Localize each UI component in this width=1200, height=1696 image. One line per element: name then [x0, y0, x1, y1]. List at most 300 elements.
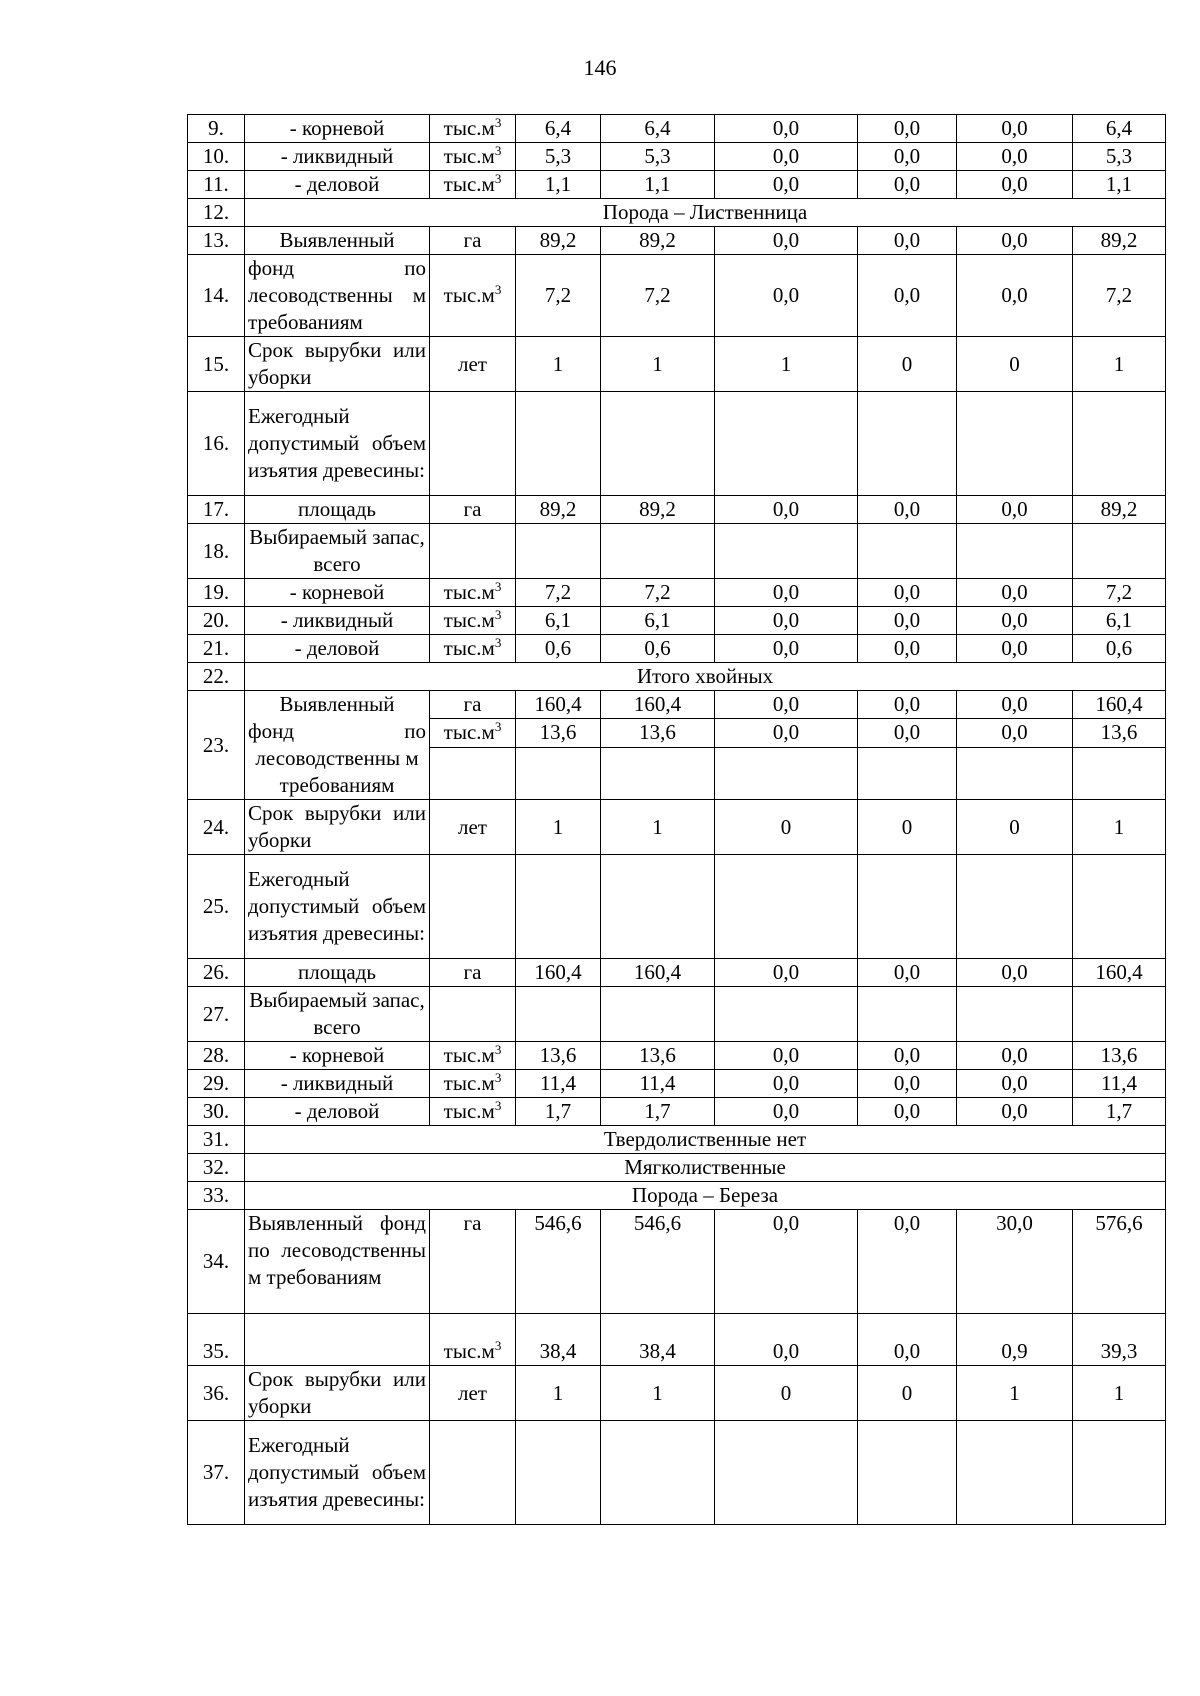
- unit-cell: [430, 1366, 516, 1421]
- col-b-value: 89,2: [601, 496, 715, 524]
- col-e-value: 0,0: [957, 227, 1073, 255]
- col-e-value: 0,0: [957, 579, 1073, 607]
- table-row: [188, 607, 1166, 635]
- unit-text: тыс.м: [443, 172, 495, 196]
- col-b-value: 1,1: [601, 171, 715, 199]
- unit-cell: [430, 255, 516, 337]
- row-label: [245, 1314, 430, 1366]
- col-b-value: 7,2: [601, 579, 715, 607]
- table-row: [188, 579, 1166, 607]
- col-total-value: 5,3: [1073, 143, 1166, 171]
- row-label: Выявленный фонд по лесоводственны м требованиям: [245, 1210, 430, 1314]
- col-b-value: [601, 392, 715, 496]
- col-d-value: [858, 392, 957, 496]
- row-number: 15.: [188, 337, 245, 392]
- col-total-value: 160,4: [1073, 959, 1166, 987]
- empty-cell: [1073, 747, 1166, 800]
- col-total-value: 39,3: [1073, 1314, 1166, 1366]
- unit-text: тыс.м: [443, 144, 495, 168]
- col-d-value: 0,0: [858, 143, 957, 171]
- row-label: Ежегодный допустимый объем изъятия древесины:: [245, 1421, 430, 1525]
- col-e-value: 0,0: [957, 1042, 1073, 1070]
- unit-text: га: [463, 1211, 482, 1235]
- unit-superscript: 3: [494, 1070, 502, 1085]
- table-row: [188, 1070, 1166, 1098]
- col-e-value: 0,0: [957, 143, 1073, 171]
- col-total-value: 1: [1073, 337, 1166, 392]
- row-label: Срок вырубки или уборки: [245, 1366, 430, 1421]
- col-e-value: [957, 1421, 1073, 1525]
- col-d-value: [858, 855, 957, 959]
- col-d-value: 0,0: [858, 607, 957, 635]
- col-e-value: 0,9: [957, 1314, 1073, 1366]
- col-e-value: 0,0: [957, 1098, 1073, 1126]
- section-title: Итого хвойных: [245, 663, 1166, 691]
- col-b-value: 1: [601, 1366, 715, 1421]
- unit-cell: [430, 959, 516, 987]
- table-row: [188, 227, 1166, 255]
- row-number: 10.: [188, 143, 245, 171]
- col-a-value: 1: [516, 337, 601, 392]
- unit-text: га: [463, 497, 482, 521]
- unit-text: тыс.м: [443, 1339, 495, 1363]
- col-a-value: 160,4: [516, 691, 601, 719]
- row-label: - деловой: [245, 171, 430, 199]
- unit-text: тыс.м: [443, 720, 495, 745]
- row-number: 30.: [188, 1098, 245, 1126]
- row-number: 34.: [188, 1210, 245, 1314]
- row-number: 36.: [188, 1366, 245, 1421]
- row-number: 29.: [188, 1070, 245, 1098]
- col-b-value: 7,2: [601, 255, 715, 337]
- table-row: [188, 524, 1166, 579]
- table-row: [188, 1421, 1166, 1525]
- empty-cell: [858, 747, 957, 800]
- col-total-value: 7,2: [1073, 255, 1166, 337]
- unit-superscript: 3: [494, 171, 502, 186]
- unit-superscript: 3: [494, 1042, 502, 1057]
- row-label: - ликвидный: [245, 1070, 430, 1098]
- col-e-value: 0,0: [957, 635, 1073, 663]
- col-a-value: 160,4: [516, 959, 601, 987]
- col-b-value: 1: [601, 337, 715, 392]
- empty-cell: [430, 747, 516, 800]
- col-a-value: 38,4: [516, 1314, 601, 1366]
- table-row: [188, 496, 1166, 524]
- row-number: 12.: [188, 199, 245, 227]
- col-total-value: [1073, 392, 1166, 496]
- col-d-value: [858, 1421, 957, 1525]
- row-label: [245, 691, 430, 800]
- col-a-value: 1: [516, 1366, 601, 1421]
- unit-text: тыс.м: [443, 283, 495, 307]
- row-number: 22.: [188, 663, 245, 691]
- row-label: Выбираемый запас, всего: [245, 524, 430, 579]
- col-e-value: [957, 392, 1073, 496]
- unit-text: лет: [458, 1380, 487, 1405]
- row-label: - корневой: [245, 115, 430, 143]
- col-e-value: 0,0: [957, 1070, 1073, 1098]
- table-row: [188, 800, 1166, 855]
- col-d-value: 0,0: [858, 635, 957, 663]
- unit-text: тыс.м: [443, 116, 495, 140]
- unit-cell: [430, 987, 516, 1042]
- col-d-value: 0,0: [858, 115, 957, 143]
- col-a-value: 1,7: [516, 1098, 601, 1126]
- col-b-value: 0,6: [601, 635, 715, 663]
- col-total-value: 89,2: [1073, 227, 1166, 255]
- row-label: площадь: [245, 959, 430, 987]
- col-b-value: [601, 855, 715, 959]
- row-number: 25.: [188, 855, 245, 959]
- col-e-value: 0: [957, 337, 1073, 392]
- col-c-value: 0,0: [715, 1210, 858, 1314]
- col-e-value: [957, 987, 1073, 1042]
- table-row: [188, 1314, 1166, 1366]
- empty-cell: [957, 747, 1073, 800]
- row-label: - ликвидный: [245, 143, 430, 171]
- section-title: Мягколиственные: [245, 1154, 1166, 1182]
- unit-cell: [430, 719, 516, 747]
- row-label-line: лесоводственны м требованиям: [255, 746, 419, 797]
- row-label: - корневой: [245, 579, 430, 607]
- unit-text: тыс.м: [443, 1071, 495, 1095]
- col-a-value: [516, 524, 601, 579]
- col-c-value: 0,0: [715, 227, 858, 255]
- table-row: [188, 635, 1166, 663]
- col-a-value: 0,6: [516, 635, 601, 663]
- section-row: [188, 199, 1166, 227]
- col-total-value: 13,6: [1073, 719, 1166, 747]
- col-b-value: [601, 524, 715, 579]
- col-total-value: 7,2: [1073, 579, 1166, 607]
- col-total-value: 6,4: [1073, 115, 1166, 143]
- section-row: [188, 663, 1166, 691]
- section-title: Твердолиственные нет: [245, 1126, 1166, 1154]
- col-total-value: 89,2: [1073, 496, 1166, 524]
- col-e-value: 30,0: [957, 1210, 1073, 1314]
- unit-superscript: 3: [494, 282, 502, 297]
- unit-superscript: 3: [494, 635, 502, 650]
- col-c-value: [715, 855, 858, 959]
- unit-cell: [430, 691, 516, 719]
- unit-cell: [430, 1070, 516, 1098]
- col-b-value: 13,6: [601, 1042, 715, 1070]
- row-number: 20.: [188, 607, 245, 635]
- col-total-value: 6,1: [1073, 607, 1166, 635]
- col-d-value: 0,0: [858, 719, 957, 747]
- table-row: [188, 143, 1166, 171]
- col-b-value: 89,2: [601, 227, 715, 255]
- table-row: [188, 1366, 1166, 1421]
- row-number: 26.: [188, 959, 245, 987]
- col-d-value: 0,0: [858, 691, 957, 719]
- col-total-value: [1073, 1421, 1166, 1525]
- col-d-value: 0,0: [858, 579, 957, 607]
- row-number: 32.: [188, 1154, 245, 1182]
- unit-cell: [430, 524, 516, 579]
- table-row: [188, 171, 1166, 199]
- row-number: 13.: [188, 227, 245, 255]
- col-c-value: 0,0: [715, 959, 858, 987]
- unit-text: тыс.м: [443, 636, 495, 660]
- col-d-value: 0,0: [858, 496, 957, 524]
- col-e-value: [957, 524, 1073, 579]
- row-label: Срок вырубки или уборки: [245, 337, 430, 392]
- row-label-line: фонд по: [248, 719, 426, 743]
- unit-superscript: 3: [494, 579, 502, 594]
- col-a-value: 546,6: [516, 1210, 601, 1314]
- col-a-value: 1,1: [516, 171, 601, 199]
- unit-cell: [430, 579, 516, 607]
- row-label-line: Выявленный: [279, 692, 395, 716]
- col-c-value: 1: [715, 337, 858, 392]
- unit-cell: [430, 337, 516, 392]
- col-b-value: 160,4: [601, 959, 715, 987]
- table-row: [188, 115, 1166, 143]
- row-label: фонд по лесоводственны м требованиям: [245, 255, 430, 337]
- col-c-value: 0: [715, 800, 858, 855]
- row-number: 9.: [188, 115, 245, 143]
- col-d-value: 0,0: [858, 959, 957, 987]
- row-number: 18.: [188, 524, 245, 579]
- col-c-value: 0,0: [715, 691, 858, 719]
- unit-text: тыс.м: [443, 608, 495, 632]
- col-b-value: 160,4: [601, 691, 715, 719]
- col-d-value: 0,0: [858, 1070, 957, 1098]
- section-row: [188, 1182, 1166, 1210]
- col-a-value: 6,4: [516, 115, 601, 143]
- row-label: Срок вырубки или уборки: [245, 800, 430, 855]
- col-a-value: [516, 392, 601, 496]
- col-c-value: 0,0: [715, 719, 858, 747]
- row-number: 24.: [188, 800, 245, 855]
- row-number: 31.: [188, 1126, 245, 1154]
- col-total-value: 1,7: [1073, 1098, 1166, 1126]
- col-d-value: 0: [858, 1366, 957, 1421]
- col-c-value: 0,0: [715, 635, 858, 663]
- table-row: [188, 392, 1166, 496]
- section-title: Порода – Береза: [245, 1182, 1166, 1210]
- section-row: [188, 1126, 1166, 1154]
- col-a-value: 7,2: [516, 255, 601, 337]
- col-a-value: 13,6: [516, 1042, 601, 1070]
- col-e-value: 0,0: [957, 115, 1073, 143]
- col-c-value: 0,0: [715, 496, 858, 524]
- unit-cell: [430, 635, 516, 663]
- row-number: 19.: [188, 579, 245, 607]
- col-b-value: 546,6: [601, 1210, 715, 1314]
- row-number: 33.: [188, 1182, 245, 1210]
- col-c-value: 0,0: [715, 1314, 858, 1366]
- col-e-value: [957, 855, 1073, 959]
- unit-cell: [430, 143, 516, 171]
- row-label: - деловой: [245, 635, 430, 663]
- col-total-value: 1: [1073, 800, 1166, 855]
- row-number: 11.: [188, 171, 245, 199]
- row-label: - деловой: [245, 1098, 430, 1126]
- empty-cell: [601, 747, 715, 800]
- col-c-value: 0,0: [715, 1042, 858, 1070]
- col-d-value: 0,0: [858, 255, 957, 337]
- col-e-value: 0: [957, 800, 1073, 855]
- col-total-value: [1073, 855, 1166, 959]
- table-row: [188, 987, 1166, 1042]
- col-c-value: 0,0: [715, 143, 858, 171]
- col-d-value: [858, 987, 957, 1042]
- unit-cell: [430, 1042, 516, 1070]
- unit-text: тыс.м: [443, 580, 495, 604]
- unit-cell: [430, 496, 516, 524]
- col-e-value: 0,0: [957, 719, 1073, 747]
- unit-cell: [430, 1314, 516, 1366]
- col-total-value: 1: [1073, 1366, 1166, 1421]
- unit-superscript: 3: [494, 1338, 502, 1353]
- row-number: 27.: [188, 987, 245, 1042]
- table-row: [188, 337, 1166, 392]
- col-c-value: 0,0: [715, 171, 858, 199]
- col-b-value: 5,3: [601, 143, 715, 171]
- unit-text: лет: [458, 814, 487, 839]
- col-total-value: 13,6: [1073, 1042, 1166, 1070]
- col-c-value: 0,0: [715, 1098, 858, 1126]
- col-d-value: [858, 524, 957, 579]
- col-a-value: 11,4: [516, 1070, 601, 1098]
- unit-text: лет: [458, 351, 487, 376]
- unit-cell: [430, 1421, 516, 1525]
- col-a-value: 7,2: [516, 579, 601, 607]
- col-total-value: [1073, 524, 1166, 579]
- col-c-value: 0,0: [715, 1070, 858, 1098]
- col-e-value: 0,0: [957, 171, 1073, 199]
- unit-cell: [430, 1098, 516, 1126]
- col-c-value: 0,0: [715, 607, 858, 635]
- col-total-value: 1,1: [1073, 171, 1166, 199]
- col-c-value: 0,0: [715, 579, 858, 607]
- col-a-value: 89,2: [516, 227, 601, 255]
- col-d-value: 0,0: [858, 1042, 957, 1070]
- col-c-value: 0,0: [715, 255, 858, 337]
- unit-superscript: 3: [494, 143, 502, 158]
- col-total-value: 0,6: [1073, 635, 1166, 663]
- col-a-value: 13,6: [516, 719, 601, 747]
- col-d-value: 0: [858, 337, 957, 392]
- col-d-value: 0,0: [858, 227, 957, 255]
- col-b-value: 1,7: [601, 1098, 715, 1126]
- col-a-value: [516, 855, 601, 959]
- unit-cell: [430, 800, 516, 855]
- col-total-value: 576,6: [1073, 1210, 1166, 1314]
- col-d-value: 0,0: [858, 1314, 957, 1366]
- row-label: Выявленный: [245, 227, 430, 255]
- row-label: площадь: [245, 496, 430, 524]
- col-c-value: [715, 392, 858, 496]
- unit-cell: [430, 855, 516, 959]
- forest-stock-table: [187, 114, 1166, 1525]
- col-e-value: 1: [957, 1366, 1073, 1421]
- col-b-value: [601, 987, 715, 1042]
- col-e-value: 0,0: [957, 959, 1073, 987]
- col-e-value: 0,0: [957, 496, 1073, 524]
- table-row: [188, 1098, 1166, 1126]
- unit-superscript: 3: [494, 1098, 502, 1113]
- col-total-value: [1073, 987, 1166, 1042]
- table-row: [188, 1210, 1166, 1314]
- row-label: - корневой: [245, 1042, 430, 1070]
- unit-superscript: 3: [494, 607, 502, 622]
- col-b-value: 11,4: [601, 1070, 715, 1098]
- col-b-value: 13,6: [601, 719, 715, 747]
- col-b-value: 6,4: [601, 115, 715, 143]
- row-number: 17.: [188, 496, 245, 524]
- page-number: 146: [583, 55, 617, 80]
- row-number: 21.: [188, 635, 245, 663]
- col-e-value: 0,0: [957, 607, 1073, 635]
- col-a-value: [516, 987, 601, 1042]
- unit-cell: [430, 115, 516, 143]
- col-c-value: 0,0: [715, 115, 858, 143]
- unit-text: га: [463, 228, 482, 252]
- table-row: [188, 255, 1166, 337]
- row-number: 16.: [188, 392, 245, 496]
- col-e-value: 0,0: [957, 255, 1073, 337]
- unit-superscript: 3: [494, 719, 502, 735]
- row-label: Выбираемый запас, всего: [245, 987, 430, 1042]
- col-b-value: [601, 1421, 715, 1525]
- unit-cell: [430, 227, 516, 255]
- row-number: 23.: [188, 691, 245, 800]
- col-b-value: 6,1: [601, 607, 715, 635]
- unit-cell: [430, 607, 516, 635]
- row-number: 14.: [188, 255, 245, 337]
- col-e-value: 0,0: [957, 691, 1073, 719]
- col-total-value: 160,4: [1073, 691, 1166, 719]
- unit-superscript: 3: [494, 115, 502, 130]
- col-c-value: [715, 1421, 858, 1525]
- unit-cell: [430, 392, 516, 496]
- unit-text: га: [463, 692, 482, 717]
- col-d-value: 0,0: [858, 1210, 957, 1314]
- unit-cell: [430, 171, 516, 199]
- col-a-value: 6,1: [516, 607, 601, 635]
- section-title: Порода – Лиственница: [245, 199, 1166, 227]
- col-c-value: 0: [715, 1366, 858, 1421]
- table-row: [188, 855, 1166, 959]
- col-d-value: 0,0: [858, 171, 957, 199]
- col-a-value: [516, 1421, 601, 1525]
- row-number: 28.: [188, 1042, 245, 1070]
- empty-cell: [715, 747, 858, 800]
- col-b-value: 1: [601, 800, 715, 855]
- row-label: - ликвидный: [245, 607, 430, 635]
- empty-cell: [516, 747, 601, 800]
- unit-text: тыс.м: [443, 1099, 495, 1123]
- row-number: 37.: [188, 1421, 245, 1525]
- section-row: [188, 1154, 1166, 1182]
- row-number: 35.: [188, 1314, 245, 1366]
- row-label: Ежегодный допустимый объем изъятия древесины:: [245, 855, 430, 959]
- col-d-value: 0,0: [858, 1098, 957, 1126]
- table-row: [188, 691, 1166, 719]
- col-a-value: 5,3: [516, 143, 601, 171]
- col-d-value: 0: [858, 800, 957, 855]
- row-label: Ежегодный допустимый объем изъятия древесины:: [245, 392, 430, 496]
- table-row: [188, 1042, 1166, 1070]
- col-c-value: [715, 524, 858, 579]
- table-row: [188, 959, 1166, 987]
- col-a-value: 1: [516, 800, 601, 855]
- unit-text: тыс.м: [443, 1043, 495, 1067]
